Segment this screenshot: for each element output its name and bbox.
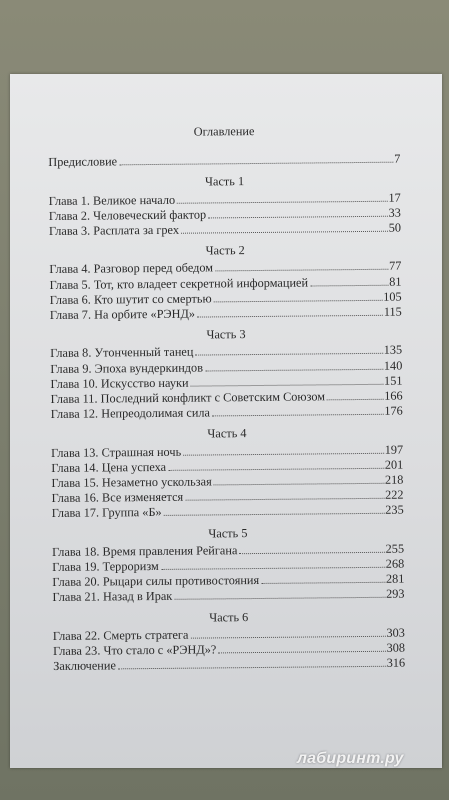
toc-part-heading: Часть 5 bbox=[208, 525, 248, 541]
toc-title: Оглавление bbox=[193, 124, 255, 139]
leader-dots bbox=[185, 498, 384, 501]
leader-dots bbox=[214, 300, 383, 303]
leader-dots bbox=[261, 582, 385, 584]
leader-dots bbox=[177, 200, 387, 203]
toc-chapter-page: 235 bbox=[385, 503, 404, 518]
toc-chapter-page: 105 bbox=[383, 289, 402, 304]
toc-chapter-label: Глава 11. Последний конфликт с Советским Союзом bbox=[50, 389, 326, 407]
toc-conclusion-page: 316 bbox=[386, 655, 406, 671]
toc-preface-page: 7 bbox=[394, 151, 401, 166]
leader-dots bbox=[181, 231, 388, 234]
toc-chapter-page: 303 bbox=[386, 625, 405, 640]
leader-dots bbox=[327, 399, 383, 401]
toc-chapter-page: 17 bbox=[388, 190, 401, 205]
labirint-watermark: лабиринт.ру bbox=[297, 750, 404, 767]
toc-chapter-page: 115 bbox=[383, 304, 402, 319]
toc-preface-label: Предисловие bbox=[48, 154, 118, 170]
toc-chapter-page: 81 bbox=[389, 274, 402, 289]
leader-dots bbox=[191, 384, 384, 387]
toc-chapter-label: Глава 16. Все изменяется bbox=[51, 489, 184, 506]
leader-dots bbox=[174, 597, 385, 600]
leader-dots bbox=[310, 284, 388, 286]
leader-dots bbox=[195, 353, 382, 356]
toc-chapter-label: Глава 7. На орбите «РЭНД» bbox=[49, 306, 196, 323]
toc-chapter-label: Глава 5. Тот, кто владеет секретной информацией bbox=[49, 275, 309, 292]
leader-dots bbox=[218, 651, 385, 654]
toc-chapter-label: Глава 8. Утонченный танец bbox=[50, 345, 194, 361]
toc-chapter-page: 308 bbox=[386, 640, 406, 655]
toc-chapter-page: 50 bbox=[388, 220, 402, 235]
toc-chapter-page: 166 bbox=[384, 388, 403, 403]
toc-chapter-label: Глава 15. Незаметно ускользая bbox=[51, 474, 212, 491]
toc-chapter-page: 135 bbox=[383, 343, 403, 358]
leader-dots bbox=[197, 315, 383, 318]
leader-dots bbox=[215, 269, 388, 272]
toc-chapter-page: 77 bbox=[388, 259, 402, 274]
toc-chapter-row bbox=[51, 404, 403, 423]
toc-chapter-label: Глава 12. Непреодолимая сила bbox=[50, 405, 211, 422]
leader-dots bbox=[239, 552, 384, 554]
toc-chapter-label: Глава 10. Искусство науки bbox=[50, 375, 189, 391]
toc-chapter-page: 33 bbox=[388, 205, 401, 220]
toc-parts bbox=[48, 173, 405, 659]
toc-chapter-label: Глава 23. Что стало с «РЭНД»? bbox=[52, 642, 217, 659]
toc-chapter-page: 176 bbox=[384, 403, 403, 419]
toc-chapter-label: Глава 6. Кто шутит со смертью bbox=[49, 291, 212, 307]
toc-chapter-row bbox=[52, 503, 404, 522]
leader-dots bbox=[164, 513, 385, 516]
leader-dots bbox=[118, 666, 386, 670]
leader-dots bbox=[161, 567, 385, 570]
toc-chapter-label: Глава 14. Цена успеха bbox=[51, 459, 167, 475]
leader-dots bbox=[183, 452, 384, 455]
toc-chapter-row bbox=[52, 587, 404, 606]
toc-conclusion-label: Заключение bbox=[53, 658, 116, 674]
toc-chapter-row bbox=[49, 221, 401, 240]
toc-part-heading: Часть 2 bbox=[205, 243, 245, 258]
toc-chapter-page: 222 bbox=[385, 487, 404, 503]
toc-chapter-label: Глава 2. Человеческий фактор bbox=[48, 207, 207, 223]
table-of-contents bbox=[48, 123, 405, 675]
leader-dots bbox=[190, 636, 385, 639]
toc-chapter-label: Глава 13. Страшная ночь bbox=[51, 444, 182, 460]
toc-chapter-label: Глава 4. Разговор перед обедом bbox=[49, 260, 214, 277]
leader-dots bbox=[212, 414, 383, 417]
toc-chapter-page: 293 bbox=[385, 587, 405, 602]
toc-chapter-page: 151 bbox=[383, 373, 403, 388]
toc-chapter-page: 197 bbox=[384, 442, 404, 457]
leader-dots bbox=[119, 162, 393, 166]
toc-chapter-page: 140 bbox=[383, 358, 403, 373]
toc-chapter-page: 268 bbox=[385, 556, 405, 571]
toc-part-heading: Часть 1 bbox=[204, 174, 245, 189]
toc-chapter-label: Глава 1. Великое начало bbox=[48, 192, 176, 208]
toc-chapter-page: 218 bbox=[384, 472, 404, 487]
leader-dots bbox=[214, 483, 384, 486]
toc-chapter-label: Глава 20. Рыцари силы противостояния bbox=[52, 573, 260, 590]
toc-chapter-row bbox=[50, 305, 402, 324]
toc-chapter-page: 255 bbox=[385, 541, 405, 556]
leader-dots bbox=[208, 216, 387, 219]
toc-chapter-page: 201 bbox=[384, 457, 404, 472]
toc-preface-row bbox=[48, 152, 400, 171]
toc-chapter-page: 281 bbox=[385, 571, 405, 587]
toc-part-heading: Часть 3 bbox=[206, 327, 246, 342]
toc-chapter-label: Глава 3. Расплата за грех bbox=[48, 222, 180, 239]
leader-dots bbox=[205, 368, 383, 371]
toc-chapter-label: Глава 9. Эпоха вундеркиндов bbox=[50, 360, 204, 376]
leader-dots bbox=[168, 468, 384, 471]
toc-chapter-label: Глава 17. Группа «Б» bbox=[51, 505, 162, 521]
toc-chapter-label: Глава 22. Смерть стратега bbox=[52, 627, 189, 643]
toc-chapter-label: Глава 19. Терроризм bbox=[52, 559, 159, 575]
toc-part-heading: Часть 6 bbox=[209, 609, 249, 625]
toc-chapter-label: Глава 18. Время правления Рейгана bbox=[52, 543, 238, 559]
toc-chapter-label: Глава 21. Назад в Ирак bbox=[52, 589, 173, 605]
toc-part-heading: Часть 4 bbox=[207, 426, 247, 441]
